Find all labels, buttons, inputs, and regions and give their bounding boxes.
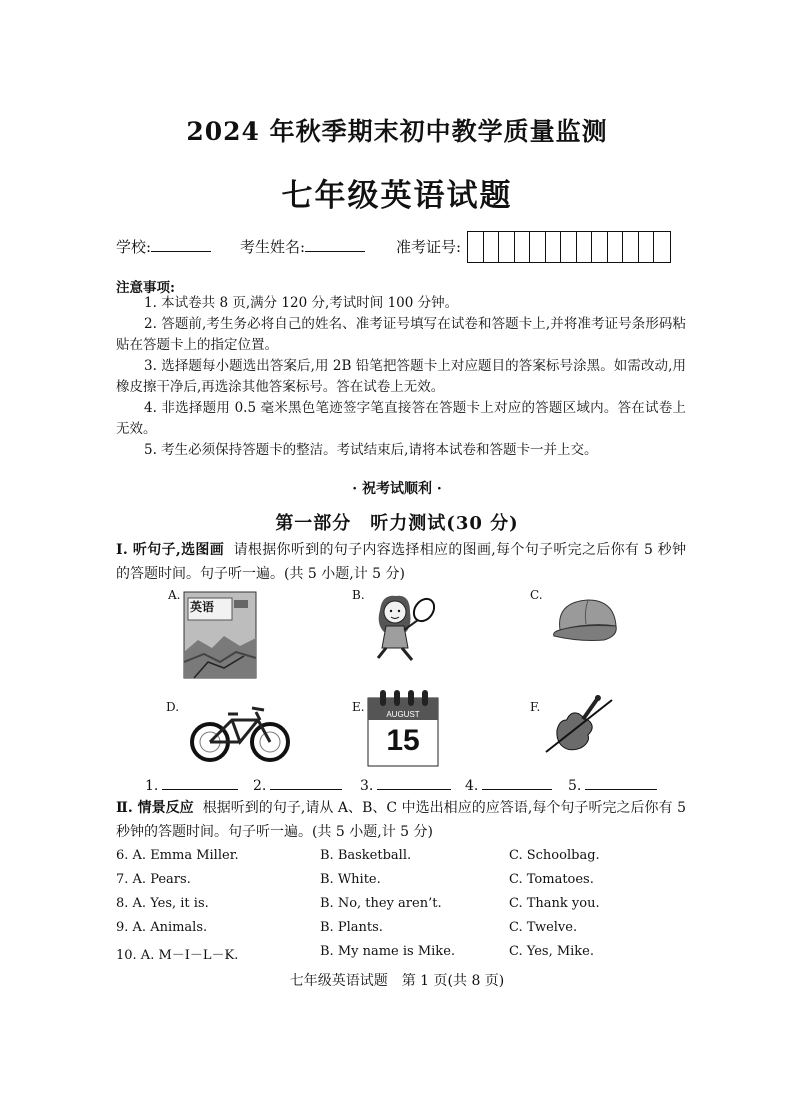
page-footer: 七年级英语试题 第 1 页(共 8 页) xyxy=(289,973,505,989)
choice-7b: B. White. xyxy=(320,872,381,887)
answer-5-number: 5. xyxy=(568,778,582,794)
good-luck-text: · 祝考试顺利 · xyxy=(352,481,442,497)
name-field xyxy=(240,236,365,257)
note-item: 3. 选择题每小题选出答案后,用 2B 铅笔把答题卡上对应题目的答案标号涂黑。如需改动,用橡皮擦干净后,再选涂其他答案标号。答在试卷上无效。 xyxy=(116,358,686,395)
picture-f-label: F. xyxy=(530,700,541,714)
exam-number-cell xyxy=(515,232,531,262)
notes-heading: 注意事项: xyxy=(116,280,175,296)
section1-heading: Ⅰ. 听句子,选图画 xyxy=(116,542,225,558)
choice-9c: C. Twelve. xyxy=(509,920,578,935)
answer-2 xyxy=(253,775,342,794)
calendar-month: AUGUST xyxy=(386,710,420,719)
picture-a-label: A. xyxy=(168,588,181,602)
answer-4 xyxy=(465,775,552,794)
exam-number-cell xyxy=(608,232,624,262)
exam-number-cell xyxy=(639,232,655,262)
answer-1-number: 1. xyxy=(145,778,159,794)
bicycle-icon xyxy=(190,700,290,764)
picture-b-label: B. xyxy=(352,588,365,602)
name-blank xyxy=(305,237,365,252)
exam-subtitle: 七年级英语试题 xyxy=(281,178,513,214)
picture-d-label: D. xyxy=(166,700,180,714)
picture-c-label: C. xyxy=(530,588,543,602)
cap-icon xyxy=(550,596,620,644)
school-label: 学校: xyxy=(116,238,152,256)
choice-9a: 9. A. Animals. xyxy=(116,920,208,935)
exam-title: 2024 年秋季期末初中教学质量监测 xyxy=(186,117,608,146)
note-item: 1. 本试卷共 8 页,满分 120 分,考试时间 100 分钟。 xyxy=(144,295,459,311)
section1-text xyxy=(116,538,686,586)
school-blank xyxy=(151,237,211,252)
picture-e-label: E. xyxy=(352,700,365,714)
choice-6a: 6. A. Emma Miller. xyxy=(116,848,239,863)
choice-6c: C. Schoolbag. xyxy=(509,848,600,863)
exam-number-grid xyxy=(467,231,671,263)
exam-number-cell xyxy=(530,232,546,262)
name-label: 考生姓名: xyxy=(240,238,306,256)
exam-number-cell xyxy=(577,232,593,262)
exam-number-cell xyxy=(623,232,639,262)
choice-8c: C. Thank you. xyxy=(509,896,600,911)
section2-instruction: 根据听到的句子,请从 A、B、C 中选出相应的应答语,每个句子听完之后你有 5 秒钟的答题时间。句子听一遍。(共 5 小题,计 5 分) xyxy=(116,800,686,840)
answer-1 xyxy=(145,775,238,794)
answer-blank xyxy=(270,775,342,790)
exam-number-field xyxy=(396,236,461,257)
answer-3-number: 3. xyxy=(360,778,374,794)
girl-tennis-icon xyxy=(372,592,442,662)
exam-number-cell xyxy=(546,232,562,262)
note-item: 5. 考生必须保持答题卡的整洁。考试结束后,请将本试卷和答题卡一并上交。 xyxy=(144,442,598,458)
answer-blank xyxy=(377,775,451,790)
calendar-day: 15 xyxy=(386,724,420,757)
school-field xyxy=(116,236,211,257)
section1-instruction: 请根据你听到的句子内容选择相应的图画,每个句子听完之后你有 5 秒钟的答题时间。句子听一遍。(共 5 小题,计 5 分) xyxy=(116,542,686,582)
choice-7a: 7. A. Pears. xyxy=(116,872,191,887)
note-item: 2. 答题前,考生务必将自己的姓名、准考证号填写在试卷和答题卡上,并将准考证号条形码粘贴在答题卡上的指定位置。 xyxy=(116,316,686,353)
choice-10c: C. Yes, Mike. xyxy=(509,944,595,959)
note-item: 4. 非选择题用 0.5 毫米黑色笔迹签字笔直接答在答题卡上对应的答题区域内。答在试卷上无效。 xyxy=(116,400,686,437)
choice-10b: B. My name is Mike. xyxy=(320,944,456,959)
answer-3 xyxy=(360,775,451,794)
choice-10a: 10. A. M－I－L－K. xyxy=(116,948,239,963)
exam-number-cell xyxy=(468,232,484,262)
violin-icon xyxy=(544,690,614,760)
exam-number-cell xyxy=(592,232,608,262)
answer-blank xyxy=(162,775,238,790)
choice-6b: B. Basketball. xyxy=(320,848,412,863)
choice-7c: C. Tomatoes. xyxy=(509,872,594,887)
choice-8b: B. No, they aren’t. xyxy=(320,896,442,911)
answer-2-number: 2. xyxy=(253,778,267,794)
answer-blank xyxy=(585,775,657,790)
exam-number-label: 准考证号: xyxy=(396,238,462,256)
choice-9b: B. Plants. xyxy=(320,920,383,935)
section2-heading: Ⅱ. 情景反应 xyxy=(116,800,194,816)
answer-5 xyxy=(568,775,657,794)
book-caption: 英语 xyxy=(190,600,215,614)
exam-number-cell xyxy=(499,232,515,262)
part-title: 第一部分 听力测试(30 分) xyxy=(275,513,519,534)
exam-number-cell xyxy=(654,232,670,262)
choice-8a: 8. A. Yes, it is. xyxy=(116,896,209,911)
answer-blank xyxy=(482,775,552,790)
exam-number-cell xyxy=(484,232,500,262)
section2-text xyxy=(116,796,686,844)
exam-number-cell xyxy=(561,232,577,262)
answer-4-number: 4. xyxy=(465,778,479,794)
